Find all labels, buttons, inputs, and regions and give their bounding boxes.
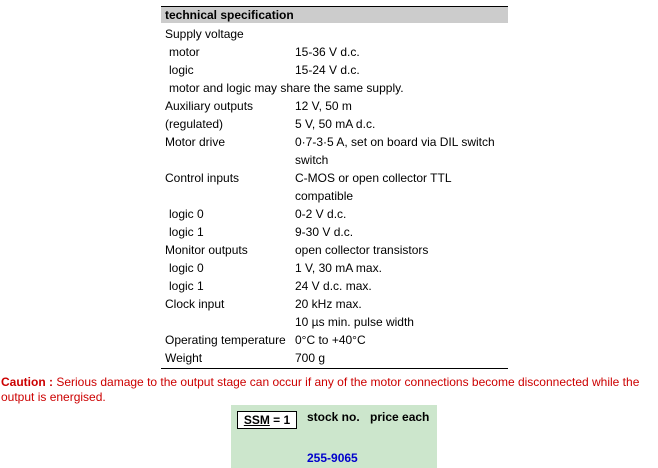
spec-value: 10 µs min. pulse width	[295, 315, 414, 329]
spec-label: logic 0	[169, 261, 204, 275]
spec-label	[161, 151, 295, 169]
spec-label: Auxiliary outputs	[165, 99, 254, 113]
spec-row	[161, 187, 508, 205]
ssm-quantity: = 1	[273, 413, 291, 427]
spec-heading: technical specification	[161, 6, 508, 23]
spec-row	[161, 97, 508, 115]
spec-row	[161, 241, 508, 259]
ssm-label: SSM	[243, 413, 270, 427]
ssm-quantity-box	[237, 411, 297, 429]
spec-value: 20 kHz max.	[295, 297, 362, 311]
spec-row	[161, 115, 508, 133]
spec-table	[161, 6, 508, 369]
spec-label	[161, 313, 295, 331]
spec-value: open collector transistors	[295, 243, 429, 257]
spec-label: Control inputs	[165, 171, 240, 185]
spec-value: 0-2 V d.c.	[295, 207, 347, 221]
spec-value: 0·7-3·5 A, set on board via DIL switch	[295, 135, 495, 149]
spec-row	[161, 133, 508, 151]
stock-number-header: stock no.	[307, 410, 360, 424]
spec-row	[161, 295, 508, 313]
spec-row	[161, 331, 508, 349]
spec-rows	[161, 25, 508, 367]
spec-label: (regulated)	[165, 117, 224, 131]
caution-notice	[1, 375, 656, 405]
spec-value: 1 V, 30 mA max.	[295, 261, 382, 275]
spec-value: 0°C to +40°C	[295, 333, 366, 347]
spec-value: switch	[295, 153, 329, 167]
spec-value: 15-24 V d.c.	[295, 63, 360, 77]
order-panel	[231, 405, 437, 468]
spec-row	[161, 277, 508, 295]
stock-number-link[interactable]: 255-9065	[307, 451, 358, 465]
spec-value: 9-30 V d.c.	[295, 225, 354, 239]
spec-row	[161, 205, 508, 223]
spec-value: 12 V, 50 m	[295, 99, 352, 113]
spec-note: motor and logic may share the same supply.	[169, 81, 404, 95]
caution-label: Caution :	[1, 375, 53, 389]
spec-value: 24 V d.c. max.	[295, 279, 372, 293]
spec-value: 15-36 V d.c.	[295, 45, 360, 59]
spec-label	[161, 187, 295, 205]
spec-row	[161, 25, 508, 43]
spec-label: Supply voltage	[165, 27, 244, 41]
spec-row	[161, 259, 508, 277]
spec-label: Operating temperature	[165, 333, 286, 347]
spec-row	[161, 223, 508, 241]
spec-label: motor	[169, 45, 200, 59]
caution-text: Serious damage to the output stage can occur if any of the motor connections become disconnected while the output is energised.	[1, 375, 640, 404]
spec-label: Weight	[165, 351, 203, 365]
spec-value: compatible	[295, 189, 354, 203]
spec-row	[161, 43, 508, 61]
spec-label: logic 1	[169, 279, 204, 293]
spec-label: logic 1	[169, 225, 204, 239]
spec-value: 700 g	[295, 351, 326, 365]
spec-row	[161, 61, 508, 79]
spec-row	[161, 151, 508, 169]
spec-value	[295, 25, 508, 43]
spec-row	[161, 79, 508, 97]
spec-row	[161, 349, 508, 367]
spec-label: Motor drive	[165, 135, 226, 149]
spec-value: C-MOS or open collector TTL	[295, 171, 452, 185]
spec-divider	[161, 368, 508, 369]
spec-label: logic	[169, 63, 194, 77]
spec-row	[161, 313, 508, 331]
price-header: price each	[370, 410, 430, 424]
spec-label: logic 0	[169, 207, 204, 221]
spec-row	[161, 169, 508, 187]
spec-label: Monitor outputs	[165, 243, 248, 257]
spec-label: Clock input	[165, 297, 225, 311]
spec-value: 5 V, 50 mA d.c.	[295, 117, 376, 131]
